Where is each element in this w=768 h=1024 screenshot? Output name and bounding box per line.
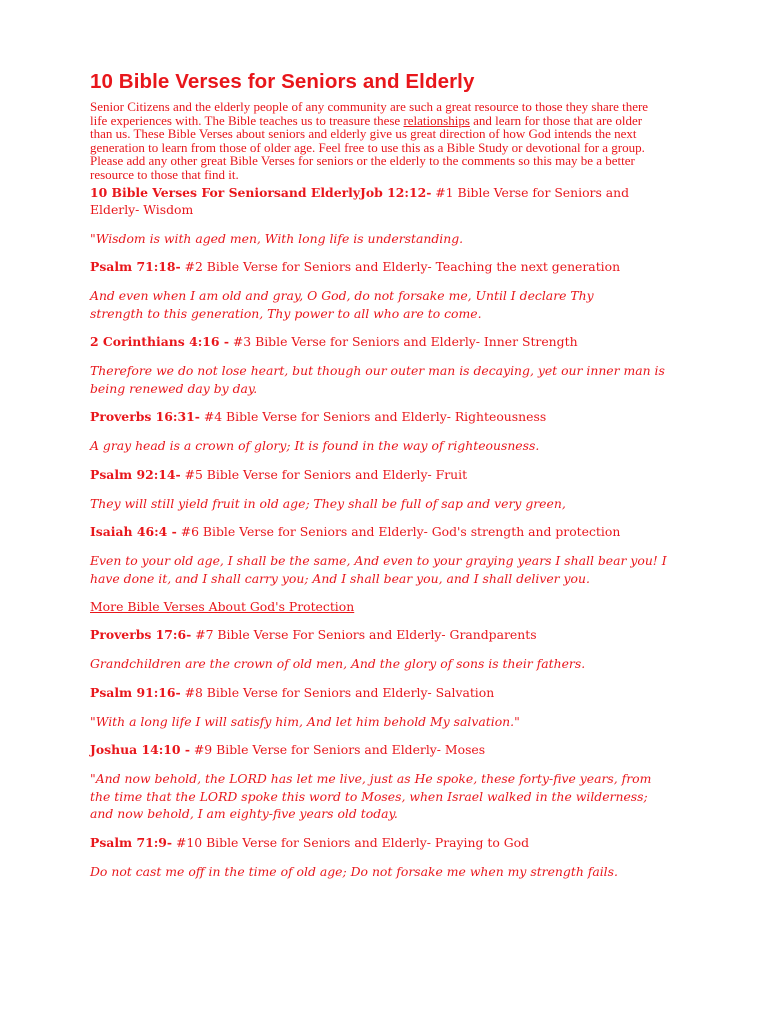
entry-heading [90, 741, 690, 758]
verse-text: Grandchildren are the crown of old men, And the glory of sons is their fathers. [90, 656, 586, 672]
verse-description: #3 Bible Verse for Seniors and Elderly- Inner Strength [228, 334, 578, 350]
intro-paragraph [90, 100, 665, 182]
entry-heading [90, 523, 690, 540]
entry-heading [90, 408, 690, 425]
verse-description: #7 Bible Verse For Seniors and Elderly- Grandparents [191, 627, 537, 643]
document-page [90, 70, 690, 880]
page-title: 10 Bible Verses for Seniors and Elderly [90, 70, 475, 93]
verse-description: #1 Bible Verse for Seniors and Elderly- Wisdom [90, 184, 630, 217]
verse-description: #4 Bible Verse for Seniors and Elderly- Righteousness [199, 409, 547, 425]
verse-text: "And now behold, the LORD has let me live, just as He spoke, these forty-five years, from the time that the LORD spoke this word to Moses, when Israel walked in the wilderness; and now behold, I am eighty-five years old today. [90, 771, 652, 822]
verse-text: "With a long life I will satisfy him, And let him behold My salvation." [90, 713, 520, 729]
verse-reference: Proverbs 16:31- [90, 409, 200, 425]
entry-heading [90, 333, 690, 350]
verse-reference: Psalm 71:18- [90, 259, 181, 275]
verse-text: Therefore we do not lose heart, but though our outer man is decaying, yet our inner man is being renewed day by day. [90, 363, 665, 396]
entry-heading [90, 626, 690, 643]
verse-reference: Proverbs 17:6- [90, 627, 192, 643]
relationships-link[interactable]: relationships [403, 112, 470, 128]
verse-text: A gray head is a crown of glory; It is found in the way of righteousness. [90, 438, 540, 454]
verse-description: #5 Bible Verse for Seniors and Elderly- Fruit [180, 466, 468, 482]
verse-reference: Joshua 14:10 - [90, 742, 190, 758]
verse-reference: 10 Bible Verses For Seniorsand ElderlyJob 12:12- [90, 184, 432, 200]
verse-description: #6 Bible Verse for Seniors and Elderly- God's strength and protection [176, 524, 621, 540]
entry-heading [90, 184, 675, 218]
entry-heading [90, 258, 690, 275]
verse-description: #9 Bible Verse for Seniors and Elderly- Moses [189, 742, 486, 758]
intro-text: and learn for those that are older than us. These Bible Verses about seniors and elderly give us great direction of how God intends the next generation to learn from those of older age. Feel free to use this as a Bible Study or devotional for a group. Please add any other great Bible Verses for seniors or the elderly to the comments so this may be a better resource to those that find it. [90, 112, 645, 182]
more-verses-link[interactable]: More Bible Verses About God's Protection [90, 599, 355, 615]
entry-heading [90, 466, 690, 483]
entry-heading [90, 684, 690, 701]
verse-text: They will still yield fruit in old age; They shall be full of sap and very green, [90, 495, 566, 511]
intro-text: Senior Citizens and the elderly people of any community are such a great resource to those they share there life experiences with. The Bible teaches us to treasure these [90, 99, 649, 128]
entry-heading [90, 834, 690, 851]
verse-reference: Psalm 91:16- [90, 684, 181, 700]
verse-text: "Wisdom is with aged men, With long life is understanding. [90, 230, 464, 246]
verse-reference: Isaiah 46:4 - [90, 524, 177, 540]
verse-reference: Psalm 71:9- [90, 834, 173, 850]
verse-reference: 2 Corinthians 4:16 - [90, 334, 229, 350]
verse-description: #10 Bible Verse for Seniors and Elderly- Praying to God [172, 834, 530, 850]
verse-text: And even when I am old and gray, O God, do not forsake me, Until I declare Thy strength to this generation, Thy power to all who are to come. [90, 288, 594, 321]
verse-description: #2 Bible Verse for Seniors and Elderly- Teaching the next generation [180, 259, 621, 275]
verse-text: Do not cast me off in the time of old age; Do not forsake me when my strength fails. [90, 863, 618, 879]
verse-description: #8 Bible Verse for Seniors and Elderly- Salvation [180, 684, 495, 700]
verse-text: Even to your old age, I shall be the same, And even to your graying years I shall bear you! I have done it, and I shall carry you; And I shall bear you, and I shall deliver you. [90, 553, 667, 586]
verse-reference: Psalm 92:14- [90, 466, 181, 482]
